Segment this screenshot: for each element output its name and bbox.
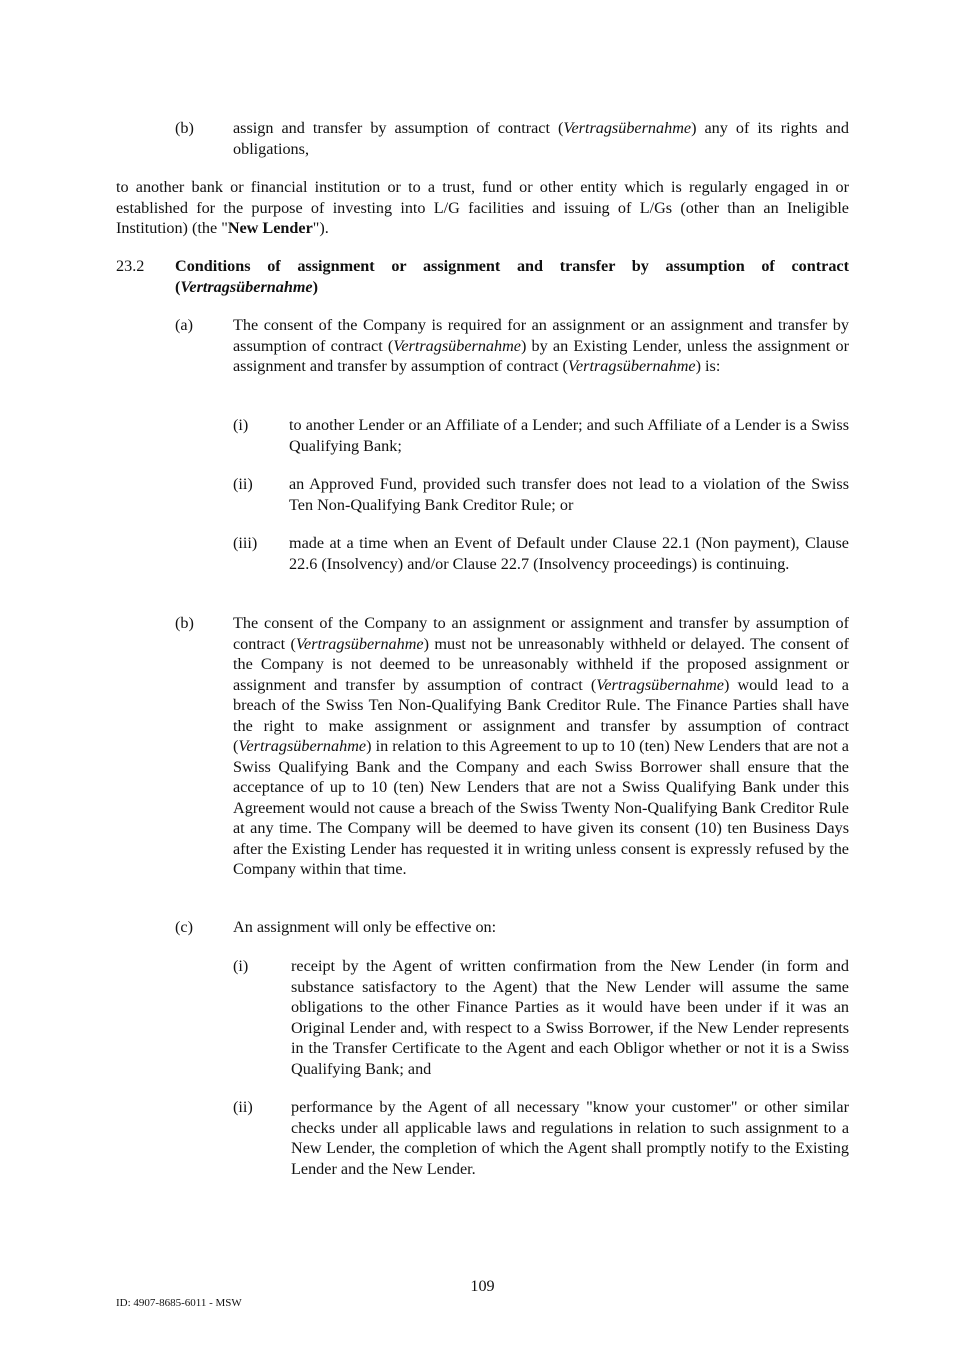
paragraph-a-label: (a) [175, 316, 193, 334]
subitem-label: (i) [233, 957, 249, 975]
page-number: 109 [470, 1277, 495, 1295]
subitem-label: (i) [233, 416, 249, 434]
subitem-text: performance by the Agent of all necessary "know your customer" or other similar checks under all applicable laws and regulations in relation to such assignment to a New Lender, the completion of which the Agent shall promptly notify to the Existing Lender and the New Lender. [291, 1098, 849, 1178]
paragraph-b-text: The consent of the Company to an assignment or assignment and transfer by assumption of contract (Vertragsübernahme) must not be unreasonably withheld or delayed. The consent of the Company is not deemed to be unreasonably withheld if the proposed assignment or assignment and transfer by assumption of contract (Vertragsübernahme) would lead to a breach of the Swiss Ten Non-Qualifying Bank Creditor Rule. The Finance Parties shall have the right to make assignment or assignment and transfer by assumption of contract (Vertragsübernahme) in relation to this Agreement to up to 10 (ten) New Lenders that are not a Swiss Qualifying Bank and the Company and each Swiss Borrower shall ensure that the acceptance of up to 10 (ten) New Lenders that are not a Swiss Qualifying Bank under this Agreement would not cause a breach of the Swiss Twenty Non-Qualifying Bank Creditor Rule at any time. The Company will be deemed to have given its consent (10) ten Business Days after the Existing Lender has requested it in writing unless consent is expressly refused by the Company within that time. [233, 614, 849, 878]
paragraph-c-text: An assignment will only be effective on: [233, 918, 497, 936]
clause-heading: Conditions of assignment or assignment and transfer by assumption of contract (Vertragsübernahme) [175, 257, 849, 296]
paragraph-c-label: (c) [175, 918, 193, 936]
item-text: assign and transfer by assumption of contract (Vertragsübernahme) any of its rights and obligations, [233, 119, 849, 158]
subitem-label: (ii) [233, 1098, 253, 1116]
subitem-text: an Approved Fund, provided such transfer does not lead to a violation of the Swiss Ten Non-Qualifying Bank Creditor Rule; or [289, 475, 849, 514]
paragraph-b-label: (b) [175, 614, 194, 632]
clause-number: 23.2 [116, 257, 145, 275]
subitem-text: made at a time when an Event of Default under Clause 22.1 (Non payment), Clause 22.6 (Insolvency) and/or Clause 22.7 (Insolvency proceedings) is continuing. [289, 534, 849, 573]
subitem-text: receipt by the Agent of written confirmation from the New Lender (in form and substance satisfactory to the Agent) that the New Lender will assume the same obligations to the other Finance Parties as it would have been under if it was an Original Lender and, with respect to a Swiss Borrower, if the New Lender represents in the Transfer Certificate to the Agent and each Obligor whether or not it is a Swiss Qualifying Bank; and [291, 957, 849, 1078]
document-id: ID: 4907-8685-6011 - MSW [116, 1297, 242, 1309]
item-label: (b) [175, 119, 194, 137]
subitem-text: to another Lender or an Affiliate of a Lender; and such Affiliate of a Lender is a Swiss Qualifying Bank; [289, 416, 849, 455]
paragraph-a-text: The consent of the Company is required for an assignment or an assignment and transfer by assumption of contract (Vertragsübernahme) by an Existing Lender, unless the assignment or assignment and transfer by assumption of contract (Vertragsübernahme) is: [233, 316, 849, 375]
continuation-paragraph: to another bank or financial institution or to a trust, fund or other entity which is regularly engaged in or established for the purpose of investing into L/G facilities and issuing of L/Gs (other than an Ineligible Institution) (the "New Lender"). [116, 178, 849, 237]
subitem-label: (iii) [233, 534, 258, 552]
subitem-label: (ii) [233, 475, 253, 493]
